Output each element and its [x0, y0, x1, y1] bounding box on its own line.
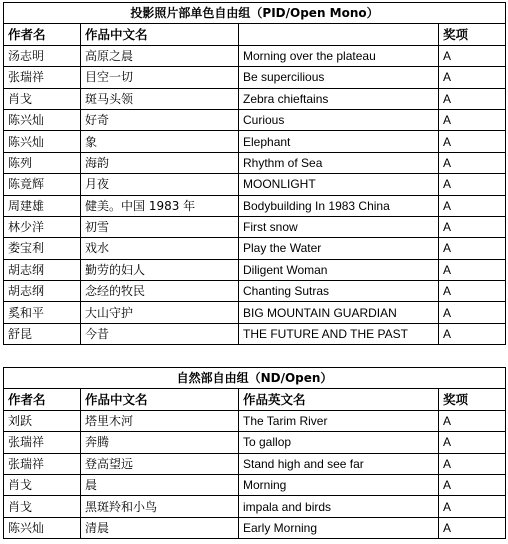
- cell-title-en: MOONLIGHT: [239, 174, 439, 195]
- cell-award: A: [439, 302, 506, 323]
- cell-title-cn: 斑马头领: [81, 88, 239, 109]
- cell-author: 陈兴灿: [4, 109, 81, 130]
- cell-title-en: Chanting Sutras: [239, 281, 439, 302]
- caption-row: [4, 3, 506, 24]
- cell-author: 陈兴灿: [4, 517, 81, 538]
- cell-title-en: Rhythm of Sea: [239, 152, 439, 173]
- cell-author: 肖戈: [4, 474, 81, 495]
- cell-title-cn: 今昔: [81, 323, 239, 344]
- table-row: [4, 109, 506, 130]
- cell-author: 陈列: [4, 152, 81, 173]
- cell-title-cn: 戏水: [81, 238, 239, 259]
- cell-award: A: [439, 45, 506, 66]
- cell-title-cn: 勤劳的妇人: [81, 259, 239, 280]
- cell-award: A: [439, 281, 506, 302]
- cell-award: A: [439, 152, 506, 173]
- cell-award: A: [439, 174, 506, 195]
- cell-award: A: [439, 517, 506, 538]
- cell-award: A: [439, 259, 506, 280]
- table-row: [4, 45, 506, 66]
- cell-title-cn: 塔里木河: [81, 410, 239, 431]
- cell-author: 奚和平: [4, 302, 81, 323]
- cell-award: A: [439, 131, 506, 152]
- cell-title-cn: 大山守护: [81, 302, 239, 323]
- cell-award: A: [439, 67, 506, 88]
- cell-title-cn: 晨: [81, 474, 239, 495]
- cell-award: A: [439, 238, 506, 259]
- table-body: [4, 3, 506, 345]
- cell-title-en: Stand high and see far: [239, 453, 439, 474]
- cell-title-en: Morning over the plateau: [239, 45, 439, 66]
- table-row: [4, 259, 506, 280]
- table-caption: 投影照片部单色自由组（PID/Open Mono）: [4, 3, 506, 24]
- cell-title-cn: 月夜: [81, 174, 239, 195]
- cell-title-en: impala and birds: [239, 496, 439, 517]
- cell-author: 舒昆: [4, 323, 81, 344]
- cell-author: 肖戈: [4, 496, 81, 517]
- cell-author: 周建雄: [4, 195, 81, 216]
- header-row: [4, 24, 506, 45]
- header-award: 奖项: [439, 24, 506, 45]
- cell-title-cn: 奔腾: [81, 432, 239, 453]
- cell-title-cn: 高原之晨: [81, 45, 239, 66]
- cell-award: A: [439, 474, 506, 495]
- table-row: [4, 323, 506, 344]
- cell-title-cn: 健美。中国 1983 年: [81, 195, 239, 216]
- cell-title-en: Bodybuilding In 1983 China: [239, 195, 439, 216]
- cell-title-en: Early Morning: [239, 517, 439, 538]
- cell-award: A: [439, 88, 506, 109]
- table-row: [4, 67, 506, 88]
- cell-title-en: Be supercilious: [239, 67, 439, 88]
- cell-award: A: [439, 109, 506, 130]
- cell-author: 陈兴灿: [4, 131, 81, 152]
- cell-author: 张瑞祥: [4, 453, 81, 474]
- cell-title-cn: 念经的牧民: [81, 281, 239, 302]
- cell-author: 肖戈: [4, 88, 81, 109]
- cell-title-en: Elephant: [239, 131, 439, 152]
- table-row: [4, 496, 506, 517]
- table-row: [4, 195, 506, 216]
- cell-title-cn: 象: [81, 131, 239, 152]
- table-row: [4, 453, 506, 474]
- cell-title-cn: 海韵: [81, 152, 239, 173]
- header-title-cn: 作品中文名: [81, 24, 239, 45]
- cell-title-cn: 黑斑羚和小鸟: [81, 496, 239, 517]
- table-caption: 自然部自由组（ND/Open）: [4, 368, 506, 389]
- cell-award: A: [439, 195, 506, 216]
- cell-award: A: [439, 496, 506, 517]
- table-row: [4, 281, 506, 302]
- cell-title-cn: 目空一切: [81, 67, 239, 88]
- header-award: 奖项: [439, 389, 506, 410]
- cell-title-en: First snow: [239, 216, 439, 237]
- cell-title-en: BIG MOUNTAIN GUARDIAN: [239, 302, 439, 323]
- cell-title-en: Morning: [239, 474, 439, 495]
- cell-title-cn: 登高望远: [81, 453, 239, 474]
- header-author: 作者名: [4, 24, 81, 45]
- cell-title-en: Play the Water: [239, 238, 439, 259]
- header-title-cn: 作品中文名: [81, 389, 239, 410]
- cell-author: 张瑞祥: [4, 67, 81, 88]
- cell-award: A: [439, 216, 506, 237]
- header-title-en: 作品英文名: [239, 389, 439, 410]
- cell-author: 张瑞祥: [4, 432, 81, 453]
- cell-author: 胡志纲: [4, 259, 81, 280]
- table-row: [4, 216, 506, 237]
- header-title-en: [239, 24, 439, 45]
- table-row: [4, 302, 506, 323]
- cell-title-cn: 好奇: [81, 109, 239, 130]
- cell-award: A: [439, 323, 506, 344]
- table-row: [4, 174, 506, 195]
- table-row: [4, 474, 506, 495]
- table-row: [4, 152, 506, 173]
- cell-title-en: Zebra chieftains: [239, 88, 439, 109]
- cell-author: 陈竟辉: [4, 174, 81, 195]
- table-row: [4, 131, 506, 152]
- cell-author: 林少洋: [4, 216, 81, 237]
- table-pid-open-mono: [3, 2, 506, 345]
- cell-award: A: [439, 432, 506, 453]
- cell-title-cn: 初雪: [81, 216, 239, 237]
- cell-title-en: THE FUTURE AND THE PAST: [239, 323, 439, 344]
- table-row: [4, 410, 506, 431]
- header-row: [4, 389, 506, 410]
- cell-author: 刘跃: [4, 410, 81, 431]
- caption-row: [4, 368, 506, 389]
- table-row: [4, 88, 506, 109]
- table-row: [4, 517, 506, 538]
- table-row: [4, 432, 506, 453]
- cell-award: A: [439, 453, 506, 474]
- table-nd-open: [3, 367, 506, 539]
- cell-author: 胡志纲: [4, 281, 81, 302]
- table-row: [4, 238, 506, 259]
- cell-title-en: The Tarim River: [239, 410, 439, 431]
- header-author: 作者名: [4, 389, 81, 410]
- cell-award: A: [439, 410, 506, 431]
- cell-title-cn: 清晨: [81, 517, 239, 538]
- cell-author: 娄宝利: [4, 238, 81, 259]
- table-body: [4, 368, 506, 539]
- cell-title-en: To gallop: [239, 432, 439, 453]
- cell-title-en: Curious: [239, 109, 439, 130]
- cell-title-en: Diligent Woman: [239, 259, 439, 280]
- cell-author: 汤志明: [4, 45, 81, 66]
